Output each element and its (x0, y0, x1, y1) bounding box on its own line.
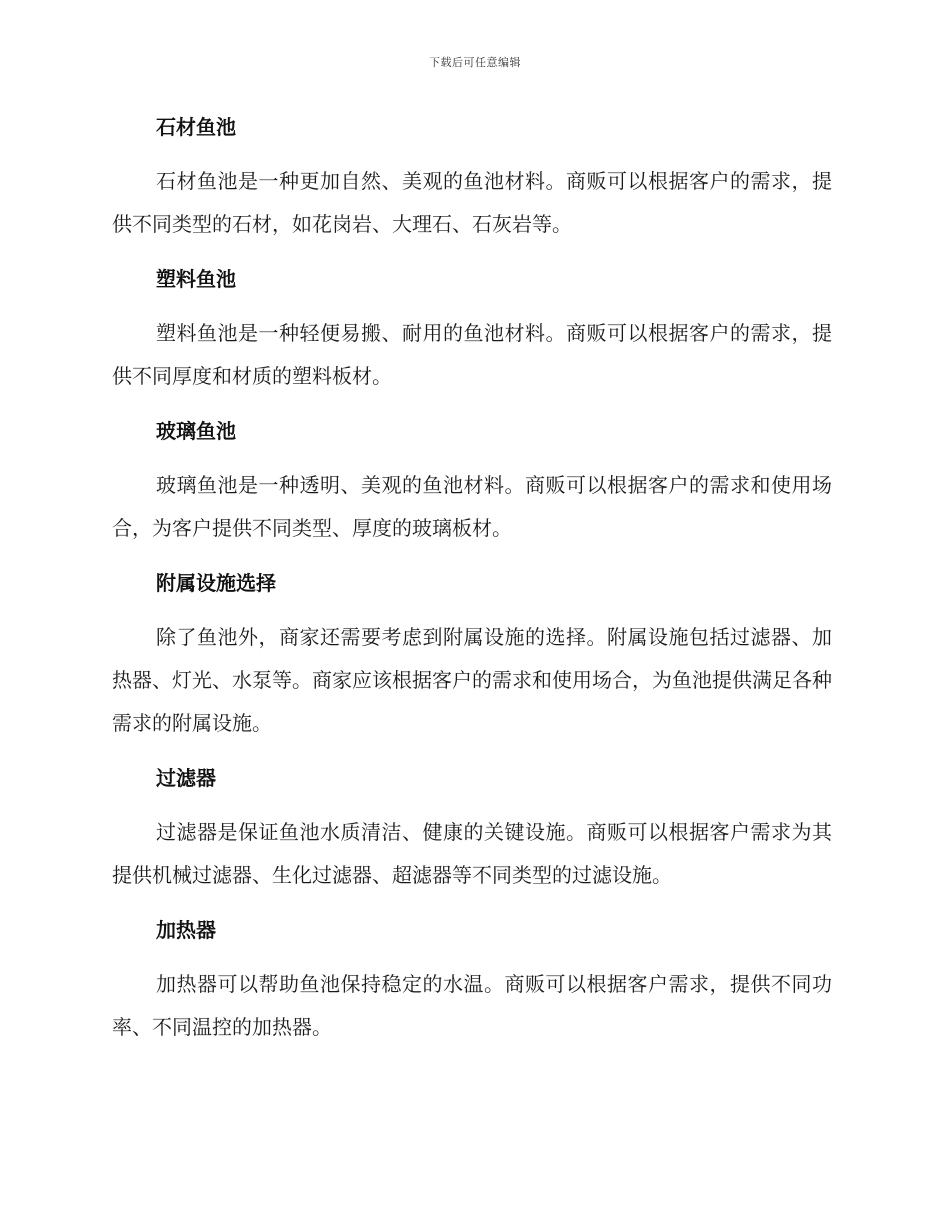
section-heater (112, 911, 832, 1049)
section-paragraph: 加热器可以帮助鱼池保持稳定的水温。商贩可以根据客户需求，提供不同功率、不同温控的加热器。 (112, 972, 832, 1039)
page-header: 下载后可任意编辑 (429, 56, 521, 69)
section-filter (112, 759, 832, 897)
section-heading: 玻璃鱼池 (156, 419, 236, 443)
section-paragraph: 过滤器是保证鱼池水质清洁、健康的关键设施。商贩可以根据客户需求为其提供机械过滤器、生化过滤器、超滤器等不同类型的过滤设施。 (112, 820, 832, 887)
section-heading: 附属设施选择 (156, 571, 276, 595)
document-body (112, 108, 832, 1063)
section-heading: 石材鱼池 (156, 115, 236, 139)
section-heading: 加热器 (156, 918, 216, 942)
section-paragraph: 玻璃鱼池是一种透明、美观的鱼池材料。商贩可以根据客户的需求和使用场合，为客户提供不同类型、厚度的玻璃板材。 (112, 473, 832, 540)
section-accessories (112, 564, 832, 745)
section-stone-pond (112, 108, 832, 246)
section-heading: 塑料鱼池 (156, 267, 236, 291)
section-paragraph: 塑料鱼池是一种轻便易搬、耐用的鱼池材料。商贩可以根据客户的需求，提供不同厚度和材质的塑料板材。 (112, 321, 832, 388)
section-glass-pond (112, 412, 832, 550)
section-plastic-pond (112, 260, 832, 398)
section-paragraph: 石材鱼池是一种更加自然、美观的鱼池材料。商贩可以根据客户的需求，提供不同类型的石材，如花岗岩、大理石、石灰岩等。 (112, 169, 832, 236)
section-paragraph: 除了鱼池外，商家还需要考虑到附属设施的选择。附属设施包括过滤器、加热器、灯光、水泵等。商家应该根据客户的需求和使用场合，为鱼池提供满足各种需求的附属设施。 (112, 625, 832, 735)
section-heading: 过滤器 (156, 766, 216, 790)
